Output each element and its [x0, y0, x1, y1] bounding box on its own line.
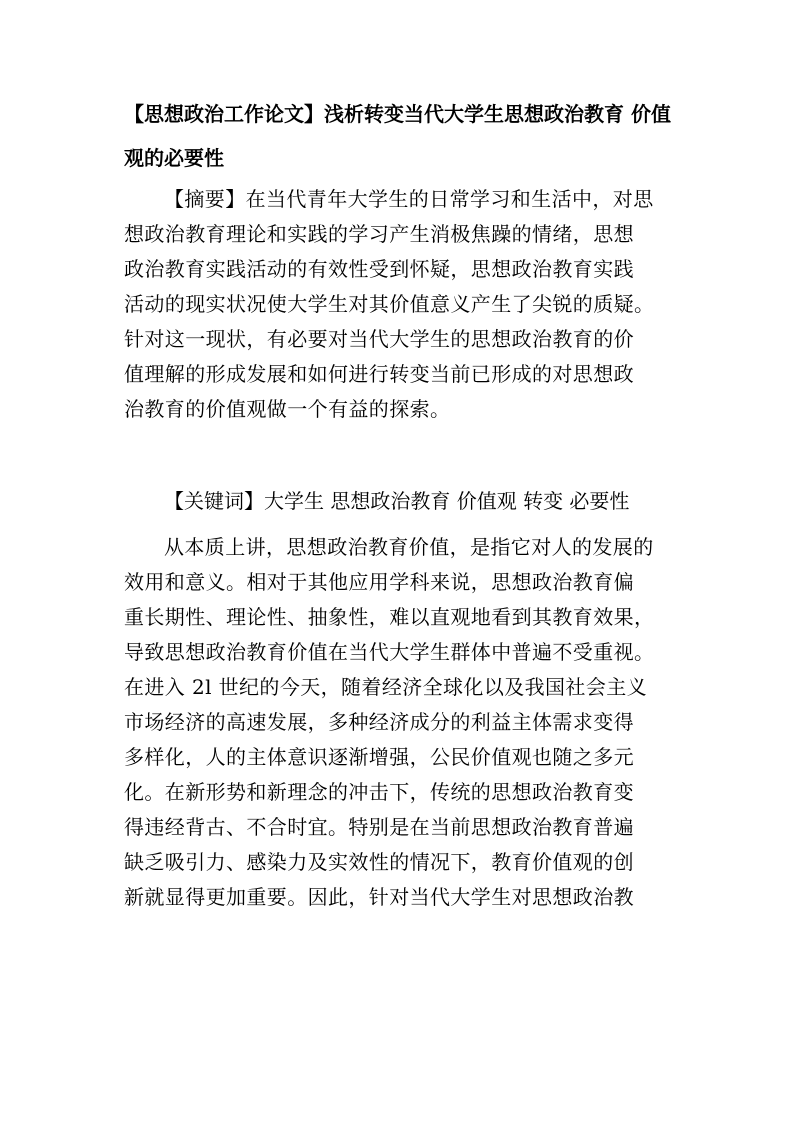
- keywords-paragraph: 【关键词】大学生 思想政治教育 价值观 转变 必要性: [164, 489, 630, 513]
- document-title: 【思想政治工作论文】浅析转变当代大学生思想政治教育 价值观的必要性: [124, 102, 671, 170]
- abstract-paragraph: 【摘要】在当代青年大学生的日常学习和生活中，对思 想政治教育理论和实践的学习产生消极焦躁的情绪，思想 政治教育实践活动的有效性受到怀疑，思想政治教育实践 活动的现实状况使大学生对其价值意义产生了尖锐的质疑。 针对这一现状，有必要对当代大学生的思想政治教育的价 值理解的形成发展和如何进行转变当前已形成的对思想政 治教育的价值观做一个有益的探索。: [124, 187, 655, 421]
- body-paragraph: 从本质上讲，思想政治教育价值，是指它对人的发展的 效用和意义。相对于其他应用学科来说，思想政治教育偏 重长期性、理论性、抽象性，难以直观地看到其教育效果， 导致思想政治教育价值在当代大学生群体中普遍不受重视。 在进入 2l 世纪的今天，随着经济全球化以及我国社会主义 市场经济的高速发展，多种经济成分的利益主体需求变得 多样化，人的主体意识逐渐增强，公民价值观也随之多元 化。在新形势和新理念的冲击下，传统的思想政治教育变 得违经背古、不合时宜。特别是在当前思想政治教育普遍 缺乏吸引力、感染力及实效性的情况下，教育价值观的创 新就显得更加重要。因此，针对当代大学生对思想政治教: [124, 535, 655, 909]
